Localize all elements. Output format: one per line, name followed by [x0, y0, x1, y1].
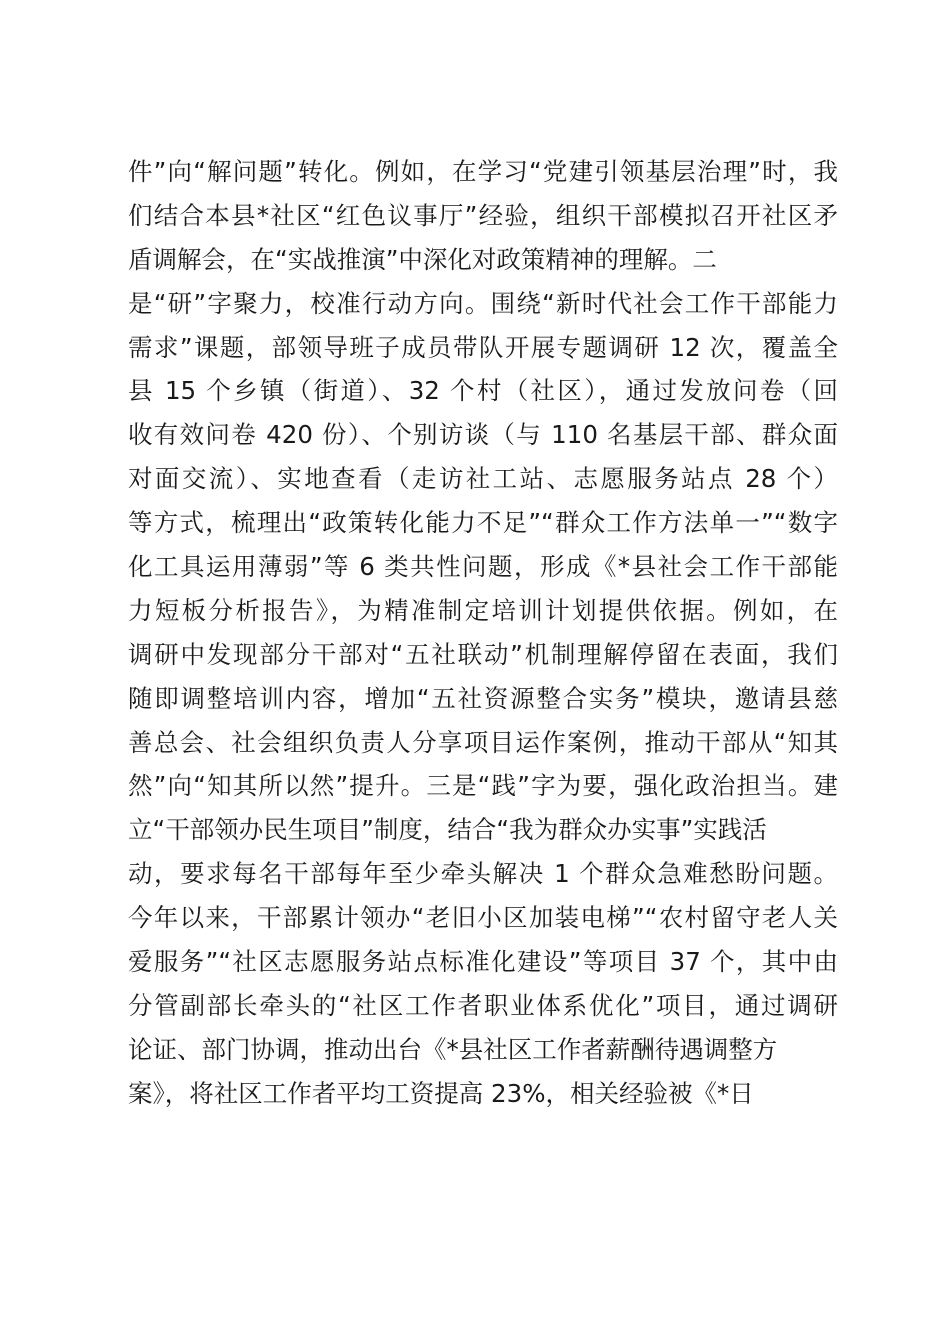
text-line: 分管副部长牵头的“社区工作者职业体系优化”项目，通过调研 [128, 990, 838, 1020]
text-line: 动，要求每名干部每年至少牵头解决 1 个群众急难愁盼问题。 [128, 859, 838, 889]
text-line: 随即调整培训内容，增加“五社资源整合实务”模块，邀请县慈 [128, 683, 838, 713]
text-line: 力短板分析报告》，为精准制定培训计划提供依据。例如，在 [128, 595, 838, 625]
text-line: 爱服务”“社区志愿服务站点标准化建设”等项目 37 个，其中由 [128, 947, 838, 977]
text-line: 案》，将社区工作者平均工资提高 23%，相关经验被《*日 [128, 1078, 754, 1108]
text-line: 化工具运用薄弱”等 6 类共性问题，形成《*县社会工作干部能 [128, 552, 838, 582]
text-line: 对面交流）、实地查看（走访社工站、志愿服务站点 28 个） [128, 464, 838, 494]
text-line: 然”向“知其所以然”提升。三是“践”字为要，强化政治担当。建 [128, 771, 838, 801]
text-line: 县 15 个乡镇（街道）、32 个村（社区），通过发放问卷（回 [128, 376, 838, 406]
body-text [128, 150, 838, 1116]
text-line: 们结合本县*社区“红色议事厅”经验，组织干部模拟召开社区矛 [128, 200, 838, 230]
text-line: 是“研”字聚力，校准行动方向。围绕“新时代社会工作干部能力 [128, 288, 838, 318]
text-line: 善总会、社会组织负责人分享项目运作案例，推动干部从“知其 [128, 727, 838, 757]
text-line: 盾调解会，在“实战推演”中深化对政策精神的理解。二 [128, 244, 717, 274]
text-line: 立“干部领办民生项目”制度，结合“我为群众办实事”实践活 [128, 815, 767, 845]
text-line: 等方式，梳理出“政策转化能力不足”“群众工作方法单一”“数字 [128, 508, 838, 538]
text-line: 收有效问卷 420 份）、个别访谈（与 110 名基层干部、群众面 [128, 420, 838, 450]
text-line: 今年以来，干部累计领办“老旧小区加装电梯”“农村留守老人关 [128, 903, 838, 933]
text-line: 需求”课题，部领导班子成员带队开展专题调研 12 次，覆盖全 [128, 332, 838, 362]
text-line: 调研中发现部分干部对“五社联动”机制理解停留在表面，我们 [128, 639, 838, 669]
text-line: 论证、部门协调，推动出台《*县社区工作者薪酬待遇调整方 [128, 1034, 778, 1064]
text-line: 件”向“解问题”转化。例如，在学习“党建引领基层治理”时，我 [128, 157, 838, 186]
